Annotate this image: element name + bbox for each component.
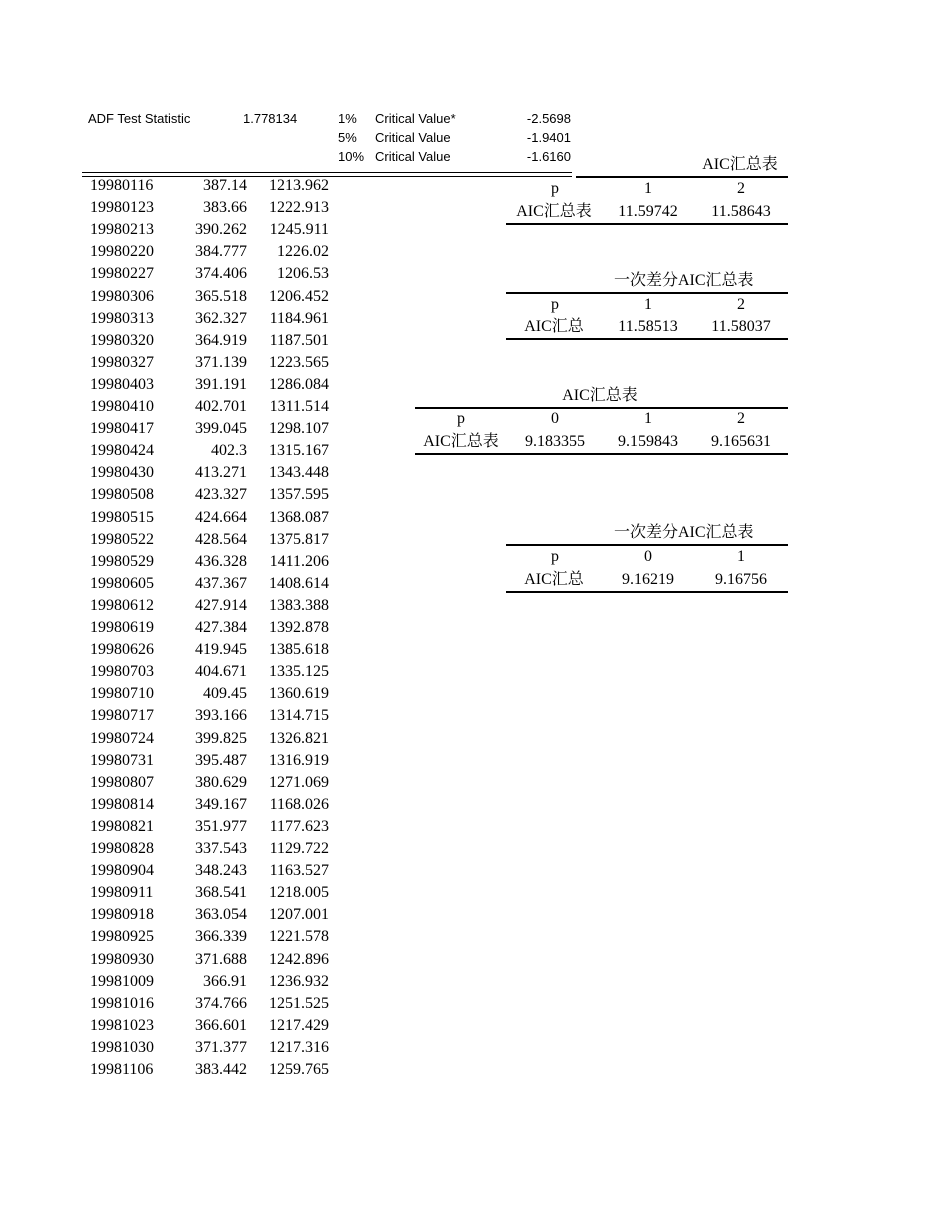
row-value-2: 1223.565 <box>269 353 329 371</box>
row-value-2: 1213.962 <box>269 177 329 194</box>
row-value-2: 1392.878 <box>269 619 329 636</box>
row-value-2: 1226.02 <box>277 243 329 261</box>
header-cell: 1 <box>644 296 652 313</box>
row-value-1: 436.328 <box>195 552 247 570</box>
row-value-1: 387.14 <box>203 177 247 194</box>
row-date: 19980220 <box>90 243 154 261</box>
row-value-1: 399.045 <box>195 420 247 438</box>
critical-value: -1.9401 <box>526 130 571 145</box>
table-row <box>0 395 340 417</box>
row-value-2: 1343.448 <box>269 464 329 482</box>
row-date: 19980807 <box>90 773 154 791</box>
table-bottom-rule <box>415 453 788 455</box>
row-value-1: 404.671 <box>195 663 247 681</box>
table-row <box>0 351 340 373</box>
header-cell: 2 <box>737 296 745 313</box>
row-value-1: 365.518 <box>195 287 247 305</box>
data-table <box>0 176 340 1106</box>
value-cell: 11.58643 <box>711 203 771 220</box>
adf-value: 1.778134 <box>243 111 298 126</box>
row-date: 19980626 <box>90 641 154 659</box>
row-date: 19980918 <box>90 906 154 924</box>
row-date: 19980424 <box>90 442 154 460</box>
row-value-2: 1259.765 <box>269 1061 329 1078</box>
row-value-2: 1316.919 <box>269 751 329 769</box>
row-value-2: 1385.618 <box>269 641 329 659</box>
table-row <box>0 749 340 771</box>
table-bottom-rule <box>506 338 788 340</box>
table-title: 一次差分AIC汇总表 <box>614 272 754 289</box>
row-value-1: 348.243 <box>195 862 247 880</box>
table-row <box>0 682 340 704</box>
row-value-2: 1368.087 <box>269 508 329 526</box>
row-value-2: 1315.167 <box>269 442 329 460</box>
row-value-2: 1251.525 <box>269 994 329 1012</box>
table-row <box>0 903 340 925</box>
row-date: 19980123 <box>90 199 154 217</box>
row-value-2: 1408.614 <box>269 574 329 592</box>
value-cell: 9.159843 <box>618 433 678 450</box>
table-row <box>0 660 340 682</box>
table-row <box>0 329 340 351</box>
table-row <box>0 881 340 903</box>
table-title: AIC汇总表 <box>702 156 778 173</box>
row-date: 19980529 <box>90 552 154 570</box>
row-value-2: 1242.896 <box>269 950 329 968</box>
table-row <box>0 439 340 461</box>
row-value-1: 351.977 <box>195 817 247 835</box>
value-cell: 11.58513 <box>618 318 678 335</box>
row-value-2: 1245.911 <box>269 221 329 239</box>
row-date: 19981030 <box>90 1038 154 1056</box>
row-date: 19980605 <box>90 574 154 592</box>
row-value-2: 1187.501 <box>269 331 329 349</box>
row-date: 19980313 <box>90 309 154 327</box>
table-row <box>0 218 340 240</box>
critical-pct: 10% <box>338 149 365 164</box>
table-row <box>0 240 340 262</box>
header-cell: p <box>551 296 559 313</box>
row-value-2: 1206.53 <box>277 265 329 283</box>
table-top-rule <box>506 544 788 546</box>
row-value-2: 1206.452 <box>269 287 329 305</box>
row-value-2: 1298.107 <box>269 420 329 438</box>
row-value-1: 391.191 <box>195 375 247 393</box>
table-bottom-rule <box>506 223 788 225</box>
row-value-1: 368.541 <box>195 884 247 902</box>
table-row <box>0 550 340 572</box>
row-date: 19980417 <box>90 420 154 438</box>
table-row <box>0 262 340 284</box>
header-cell: 2 <box>737 180 745 197</box>
table-row <box>0 483 340 505</box>
row-date: 19980430 <box>90 464 154 482</box>
row-date: 19980828 <box>90 840 154 857</box>
row-value-1: 424.664 <box>195 508 247 526</box>
row-value-1: 402.701 <box>195 398 247 415</box>
row-value-1: 437.367 <box>195 574 247 592</box>
row-label: AIC汇总表 <box>516 203 592 220</box>
adf-label: ADF Test Statistic <box>88 111 191 126</box>
row-value-1: 419.945 <box>195 641 247 659</box>
row-value-1: 427.384 <box>195 619 247 636</box>
table-row <box>0 771 340 793</box>
value-cell: 11.59742 <box>618 203 678 220</box>
row-value-1: 402.3 <box>211 442 247 460</box>
row-date: 19980814 <box>90 795 154 813</box>
table-row <box>0 616 340 638</box>
table-row <box>0 925 340 947</box>
table-row <box>0 594 340 616</box>
row-date: 19980320 <box>90 331 154 349</box>
row-date: 19981016 <box>90 994 154 1012</box>
adf-test-block <box>0 0 950 190</box>
row-label: AIC汇总 <box>524 571 584 588</box>
row-date: 19980731 <box>90 751 154 769</box>
row-date: 19981106 <box>90 1061 154 1078</box>
row-value-2: 1207.001 <box>269 906 329 924</box>
row-value-1: 374.766 <box>195 994 247 1012</box>
row-label: AIC汇总 <box>524 318 584 335</box>
table-row <box>0 285 340 307</box>
row-value-1: 428.564 <box>195 530 247 548</box>
header-cell: p <box>551 180 559 197</box>
row-date: 19980410 <box>90 398 154 415</box>
header-cell: 0 <box>551 410 559 427</box>
table-bottom-rule <box>506 591 788 593</box>
row-value-1: 349.167 <box>195 795 247 813</box>
row-value-2: 1168.026 <box>269 795 329 813</box>
row-value-1: 380.629 <box>195 773 247 791</box>
table-row <box>0 793 340 815</box>
row-date: 19980327 <box>90 353 154 371</box>
table-row <box>0 417 340 439</box>
row-value-1: 371.139 <box>195 353 247 371</box>
row-value-1: 427.914 <box>195 596 247 614</box>
header-cell: 0 <box>644 548 652 565</box>
row-date: 19980911 <box>90 884 154 902</box>
header-cell: 1 <box>644 180 652 197</box>
row-value-2: 1314.715 <box>269 707 329 725</box>
row-value-1: 364.919 <box>195 331 247 349</box>
row-date: 19980930 <box>90 950 154 968</box>
row-value-2: 1335.125 <box>269 663 329 681</box>
row-date: 19980515 <box>90 508 154 526</box>
row-date: 19980522 <box>90 530 154 548</box>
table-top-rule <box>415 407 788 409</box>
row-label: AIC汇总表 <box>423 433 499 450</box>
row-value-1: 413.271 <box>195 464 247 482</box>
row-date: 19980403 <box>90 375 154 393</box>
row-date: 19980306 <box>90 287 154 305</box>
row-date: 19980703 <box>90 663 154 681</box>
table-row <box>0 837 340 859</box>
table-row <box>0 461 340 483</box>
header-cell: 1 <box>644 410 652 427</box>
row-value-1: 366.91 <box>203 972 247 990</box>
critical-label: Critical Value <box>375 130 451 145</box>
row-value-2: 1357.595 <box>269 486 329 504</box>
table-row <box>0 992 340 1014</box>
row-value-2: 1221.578 <box>269 928 329 946</box>
row-value-2: 1218.005 <box>269 884 329 902</box>
row-value-1: 384.777 <box>195 243 247 261</box>
table-row <box>0 1036 340 1058</box>
table-title: 一次差分AIC汇总表 <box>614 524 754 541</box>
row-value-1: 390.262 <box>195 221 247 239</box>
row-date: 19980724 <box>90 729 154 747</box>
table-row <box>0 815 340 837</box>
row-date: 19980508 <box>90 486 154 504</box>
table-row <box>0 1014 340 1036</box>
value-cell: 9.183355 <box>525 433 585 450</box>
row-value-1: 383.442 <box>195 1061 247 1078</box>
row-date: 19980612 <box>90 596 154 614</box>
critical-label: Critical Value* <box>375 111 456 126</box>
row-value-2: 1326.821 <box>269 729 329 747</box>
row-value-2: 1129.722 <box>269 840 329 857</box>
table-row <box>0 196 340 218</box>
row-value-1: 362.327 <box>195 309 247 327</box>
row-date: 19980710 <box>90 685 154 703</box>
row-value-2: 1217.316 <box>269 1038 329 1056</box>
table-row <box>0 1058 340 1080</box>
row-date: 19981023 <box>90 1016 154 1034</box>
header-cell: p <box>457 410 465 427</box>
table-row <box>0 373 340 395</box>
row-value-2: 1286.084 <box>269 375 329 393</box>
row-value-2: 1163.527 <box>269 862 329 880</box>
row-value-1: 399.825 <box>195 729 247 747</box>
row-value-2: 1311.514 <box>269 398 329 415</box>
critical-label: Critical Value <box>375 149 451 164</box>
value-cell: 9.16756 <box>715 571 767 588</box>
row-value-1: 423.327 <box>195 486 247 504</box>
row-value-2: 1411.206 <box>269 552 329 570</box>
value-cell: 11.58037 <box>711 318 771 335</box>
critical-value: -2.5698 <box>526 111 571 126</box>
table-row <box>0 572 340 594</box>
row-value-2: 1383.388 <box>269 596 329 614</box>
row-value-1: 393.166 <box>195 707 247 725</box>
row-date: 19980116 <box>90 177 154 194</box>
row-date: 19980717 <box>90 707 154 725</box>
row-date: 19980213 <box>90 221 154 239</box>
critical-value: -1.6160 <box>526 149 571 164</box>
row-value-1: 371.688 <box>195 950 247 968</box>
critical-pct: 1% <box>338 111 357 126</box>
row-date: 19980227 <box>90 265 154 283</box>
row-value-1: 383.66 <box>203 199 247 217</box>
row-value-1: 366.601 <box>195 1016 247 1034</box>
header-cell: p <box>551 548 559 565</box>
row-date: 19980925 <box>90 928 154 946</box>
row-value-2: 1177.623 <box>269 817 329 835</box>
row-value-1: 374.406 <box>195 265 247 283</box>
table-row <box>0 307 340 329</box>
row-value-2: 1217.429 <box>269 1016 329 1034</box>
row-value-1: 366.339 <box>195 928 247 946</box>
table-row <box>0 176 340 196</box>
value-cell: 9.16219 <box>622 571 674 588</box>
row-value-2: 1222.913 <box>269 199 329 217</box>
table-row <box>0 638 340 660</box>
table-title: AIC汇总表 <box>562 387 638 404</box>
row-value-1: 395.487 <box>195 751 247 769</box>
row-value-2: 1375.817 <box>269 530 329 548</box>
row-value-1: 363.054 <box>195 906 247 924</box>
critical-pct: 5% <box>338 130 357 145</box>
row-value-2: 1360.619 <box>269 685 329 703</box>
row-date: 19981009 <box>90 972 154 990</box>
header-cell: 1 <box>737 548 745 565</box>
table-row <box>0 528 340 550</box>
table-row <box>0 727 340 749</box>
table-top-rule <box>506 292 788 294</box>
header-cell: 2 <box>737 410 745 427</box>
row-value-2: 1236.932 <box>269 972 329 990</box>
value-cell: 9.165631 <box>711 433 771 450</box>
table-row <box>0 948 340 970</box>
table-row <box>0 506 340 528</box>
row-value-2: 1184.961 <box>269 309 329 327</box>
row-value-1: 337.543 <box>195 840 247 857</box>
row-value-2: 1271.069 <box>269 773 329 791</box>
table-row <box>0 859 340 881</box>
table-row <box>0 704 340 726</box>
row-value-1: 371.377 <box>195 1038 247 1056</box>
row-date: 19980904 <box>90 862 154 880</box>
row-date: 19980821 <box>90 817 154 835</box>
table-row <box>0 970 340 992</box>
row-value-1: 409.45 <box>203 685 247 703</box>
row-date: 19980619 <box>90 619 154 636</box>
table-top-rule <box>576 176 788 178</box>
